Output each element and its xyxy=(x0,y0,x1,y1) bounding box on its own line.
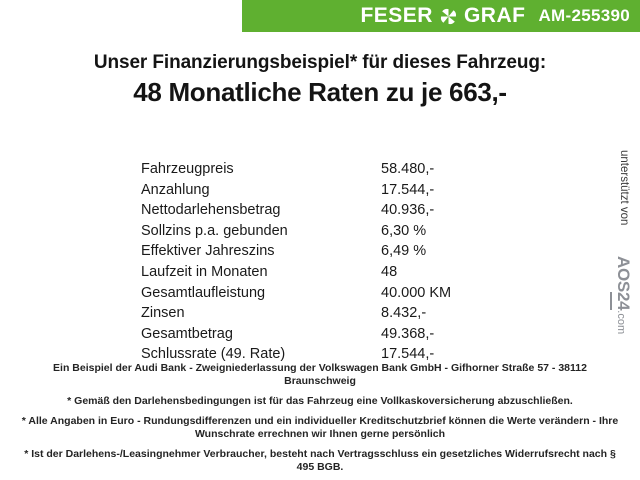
row-value: 48 xyxy=(381,263,398,280)
row-label: Fahrzeugpreis xyxy=(141,161,234,177)
table-row xyxy=(141,221,511,242)
row-label: Laufzeit in Monaten xyxy=(141,263,268,280)
row-value: 6,30 % xyxy=(381,222,427,239)
brand-name-first: FESER xyxy=(360,4,433,27)
row-value: 49.368,- xyxy=(381,325,435,342)
sponsor-note xyxy=(614,150,636,350)
vehicle-code: AM-255390 xyxy=(538,6,630,25)
page-title: Unser Finanzierungsbeispiel* für dieses Fahrzeug: xyxy=(93,52,547,73)
row-value: 17.544,- xyxy=(381,181,435,198)
footnotes xyxy=(0,362,640,474)
brand-logo xyxy=(360,4,525,28)
row-label: Gesamtlaufleistung xyxy=(141,284,266,301)
row-label: Sollzins p.a. gebunden xyxy=(141,222,288,239)
sponsor-label: unterstützt von xyxy=(618,150,630,226)
clover-logo-icon xyxy=(440,8,457,25)
footnote-line: * Ist der Darlehens-/Leasingnehmer Verbraucher, besteht nach Vertragsschluss ein gesetzliches Widerrufsrecht nach § 495 BGB. xyxy=(24,448,616,473)
row-value: 17.544,- xyxy=(381,346,435,363)
row-value: 8.432,- xyxy=(381,305,427,322)
row-label: Schlussrate (49. Rate) xyxy=(141,346,286,363)
title-block xyxy=(0,52,640,108)
table-row xyxy=(141,200,511,221)
header-bar xyxy=(242,0,640,32)
row-label: Zinsen xyxy=(141,305,185,322)
financing-details-table xyxy=(141,159,511,365)
row-label: Nettodarlehensbetrag xyxy=(141,202,281,219)
row-label: Gesamtbetrag xyxy=(141,325,233,342)
footnote-line: * Gemäß den Darlehensbedingungen ist für das Fahrzeug eine Vollkaskoversicherung abzuschließen. xyxy=(67,395,573,407)
aos24-logo-main: AOS xyxy=(614,256,633,292)
table-row xyxy=(141,262,511,283)
aos24-logo-suffix: .com xyxy=(615,310,627,335)
table-row xyxy=(141,159,511,180)
footnote-line: * Alle Angaben in Euro - Rundungsdifferenzen und ein individueller Kreditschutzbrief können die Werte verändern - Ihre Wunschrate errechnen wir Ihnen gerne persönlich xyxy=(21,415,619,440)
table-row xyxy=(141,303,511,324)
table-row xyxy=(141,180,511,201)
page-subtitle: 48 Monatliche Raten zu je 663,- xyxy=(133,77,507,107)
table-row xyxy=(141,283,511,304)
brand-name-second: GRAF xyxy=(463,4,526,27)
row-value: 40.936,- xyxy=(381,202,435,219)
row-label: Anzahlung xyxy=(141,181,210,198)
row-value: 6,49 % xyxy=(381,243,427,260)
row-value: 58.480,- xyxy=(381,161,435,177)
aos24-logo-accent: 24 xyxy=(610,292,633,310)
aos24-logo xyxy=(610,256,633,334)
row-label: Effektiver Jahreszins xyxy=(141,243,275,260)
footnote-line: Ein Beispiel der Audi Bank - Zweigniederlassung der Volkswagen Bank GmbH - Gifhorner Straße 57 - 38112 Braunschweig xyxy=(53,362,587,387)
row-value: 40.000 KM xyxy=(381,284,452,301)
table-row xyxy=(141,324,511,345)
table-row xyxy=(141,241,511,262)
